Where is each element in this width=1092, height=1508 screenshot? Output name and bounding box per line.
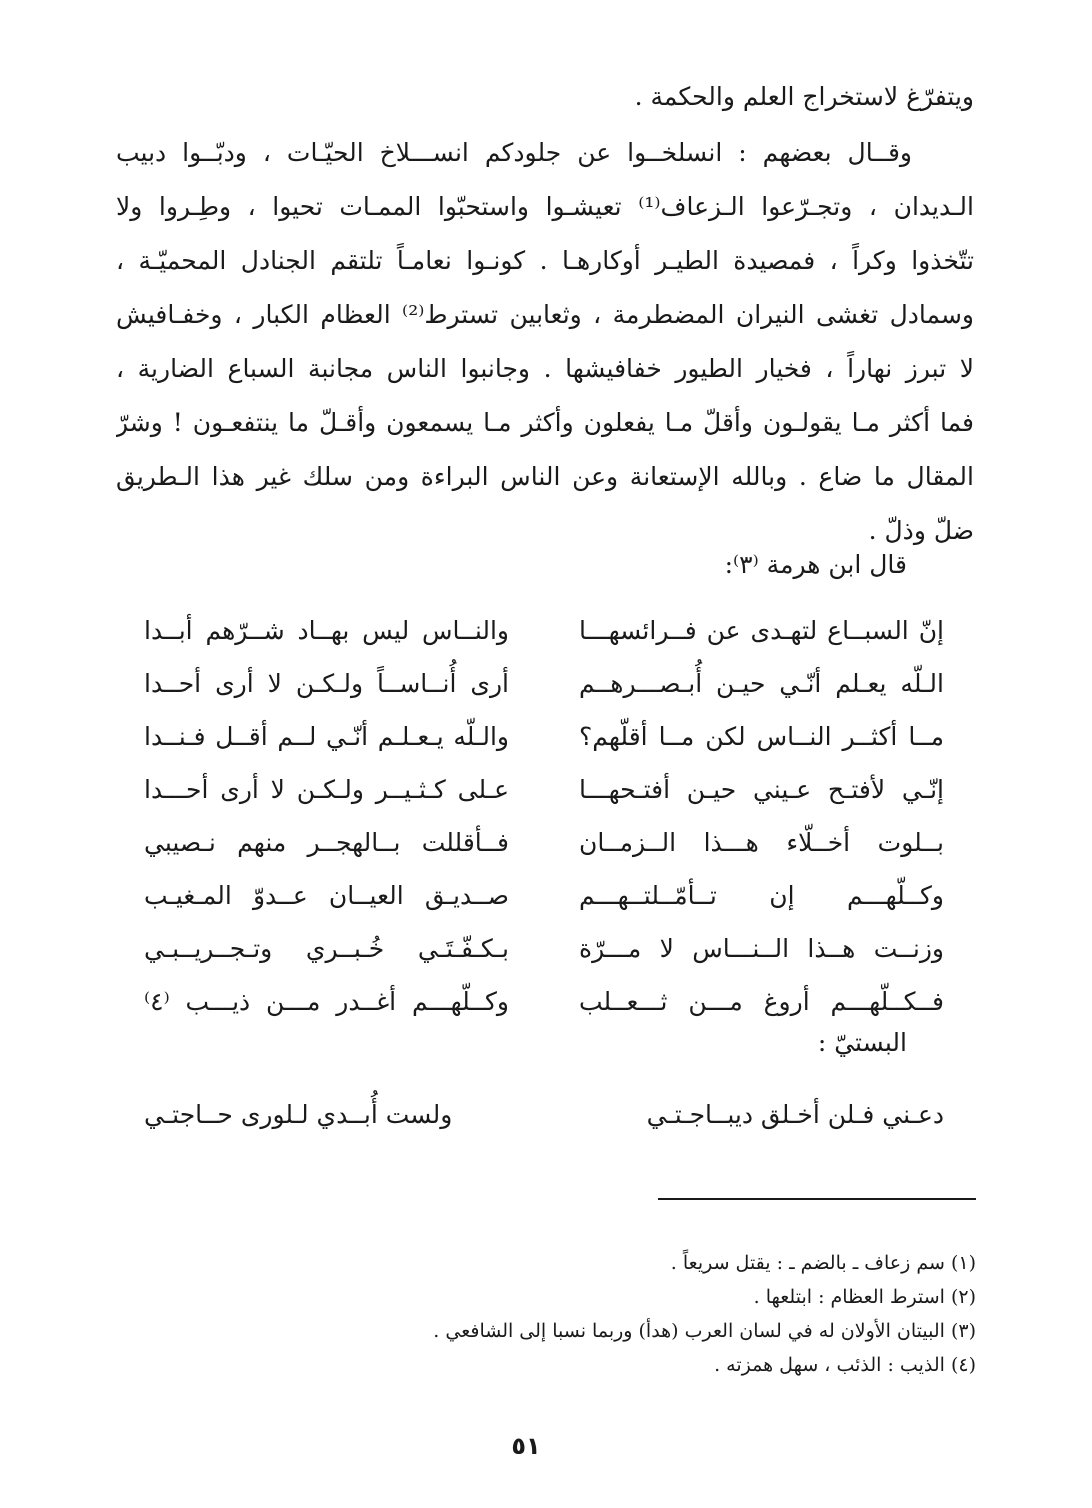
verse-first-hemistich: إنّ السبــاع لتهـدى عن فــرائسهـــا	[579, 616, 944, 645]
quote-paragraph	[116, 126, 974, 558]
quote-line-6: فما أكثر مـا يقولـون وأقلّ مـا يفعلون وأكثر مـا يسمعون وأقـلّ ما ينتفعـون ! وشرّ	[116, 408, 974, 437]
verse-second-hemistich: صــديـق العيــان عــدوّ المـغيـب	[144, 881, 509, 910]
verse-first-hemistich: إنّـي لأفتـح عـيني حيـن أفتـحهـــا	[579, 775, 944, 804]
poem-attribution: قال ابن هرمة ⁽٣⁾:	[724, 550, 907, 579]
quote-line-7: المقال ما ضاع . وبالله الإستعانة وعن الناس البراءة ومن سلك غير هذا الـطريق	[116, 462, 974, 491]
quote-line-3: تتّخذوا وكراً ، فمصيدة الطيـر أوكارهـا . كونـوا نعامـاً تلتقم الجنادل المحميّـة ،	[116, 246, 974, 275]
verse-first-hemistich: وزنــت هــذا الــنـــاس لا مـــرّة	[579, 934, 944, 963]
footnotes	[116, 1246, 976, 1382]
verse-second-hemistich: أرى أُنــاســاً ولـكـن لا أرى أحــدا	[144, 669, 509, 698]
verse-first-hemistich: وكــلّهـــم إن تــأمّــلتــهـــم	[579, 881, 944, 910]
poem-ibn-harma	[144, 606, 944, 1030]
quote-line-4: وسمادل تغشى النيران المضطرمة ، وثعابين تسترط⁽²⁾ العظام الكبار ، وخفـافيش	[116, 300, 974, 329]
verse-second-hemistich: ولست أُبــدي لـلورى حــاجتـي	[144, 1100, 453, 1129]
verse	[144, 606, 944, 659]
verse-second-hemistich: بـكـفّـتَـي خُـبــري وتـجــريــبـي	[144, 934, 509, 963]
verse	[144, 818, 944, 871]
footnote-1: (١) سم زعاف ـ بالضم ـ : يقتل سريعاً .	[670, 1252, 976, 1274]
verse	[144, 1090, 944, 1143]
verse-second-hemistich: وكــلّهـــم أغــدر مـــن ذيـــب ⁽٤⁾	[144, 987, 509, 1016]
verse	[144, 659, 944, 712]
verse	[144, 871, 944, 924]
page-number: ٥١	[511, 1432, 541, 1460]
verse-first-hemistich: مــا أكثــر النــاس لكن مــا أقلّهم؟	[579, 722, 944, 751]
verse-second-hemistich: عـلى كـثـيــر ولـكـن لا أرى أحـــدا	[144, 775, 509, 804]
quote-line-1: وقــال بعضهم : انسلخــوا عن جلودكم انســـلاخ الحيّـات ، ودبّــوا دبيب	[116, 138, 912, 167]
footnote-4: (٤) الذيب : الذئب ، سهل همزته .	[714, 1354, 976, 1376]
verse	[144, 765, 944, 818]
verse-second-hemistich: فــأقللت بــالهجــر منهم نـصيبي	[144, 828, 509, 857]
verse-first-hemistich: بــلوت أخــلّاء هـــذا الــزمــان	[579, 828, 944, 857]
verse-first-hemistich: الـلّه يعـلم أنّـي حيـن أُبـصـــرهــم	[579, 669, 944, 698]
intro-paragraph	[116, 70, 974, 124]
verse-second-hemistich: والنــاس ليس بهــاد شــرّهم أبــدا	[144, 616, 509, 645]
verse-first-hemistich: دعـني فـلن أخـلق ديبــاجـتـي	[646, 1100, 944, 1129]
quote-line-2: الـديدان ، وتجـرّعوا الـزعاف⁽¹⁾ تعيشـوا واستحبّوا الممـات تحيوا ، وطِـروا ولا	[116, 192, 974, 221]
verse	[144, 924, 944, 977]
intro-line: ويتفرّغ لاستخراج العلم والحكمة .	[634, 82, 974, 111]
quote-line-5: لا تبرز نهاراً ، فخيار الطيور خفافيشها . وجانبوا الناس مجانبة السباع الضارية ،	[116, 354, 974, 383]
verse-first-hemistich: فــكــلّهـــم أروغ مـــن ثـــعــلب	[579, 987, 944, 1016]
basti-attribution: البستيّ :	[817, 1028, 907, 1057]
footnote-separator	[658, 1198, 976, 1200]
footnote-3: (٣) البيتان الأولان له في لسان العرب (هدأ) وربما نسبا إلى الشافعي .	[433, 1320, 976, 1342]
quote-line-8: ضلّ وذلّ .	[868, 516, 974, 545]
poem-basti	[144, 1090, 944, 1143]
verse	[144, 712, 944, 765]
footnote-2: (٢) استرط العظام : ابتلعها .	[753, 1286, 976, 1308]
verse-second-hemistich: والـلّه يـعـلـم أنّـي لــم أقــل فـنــدا	[144, 722, 509, 751]
